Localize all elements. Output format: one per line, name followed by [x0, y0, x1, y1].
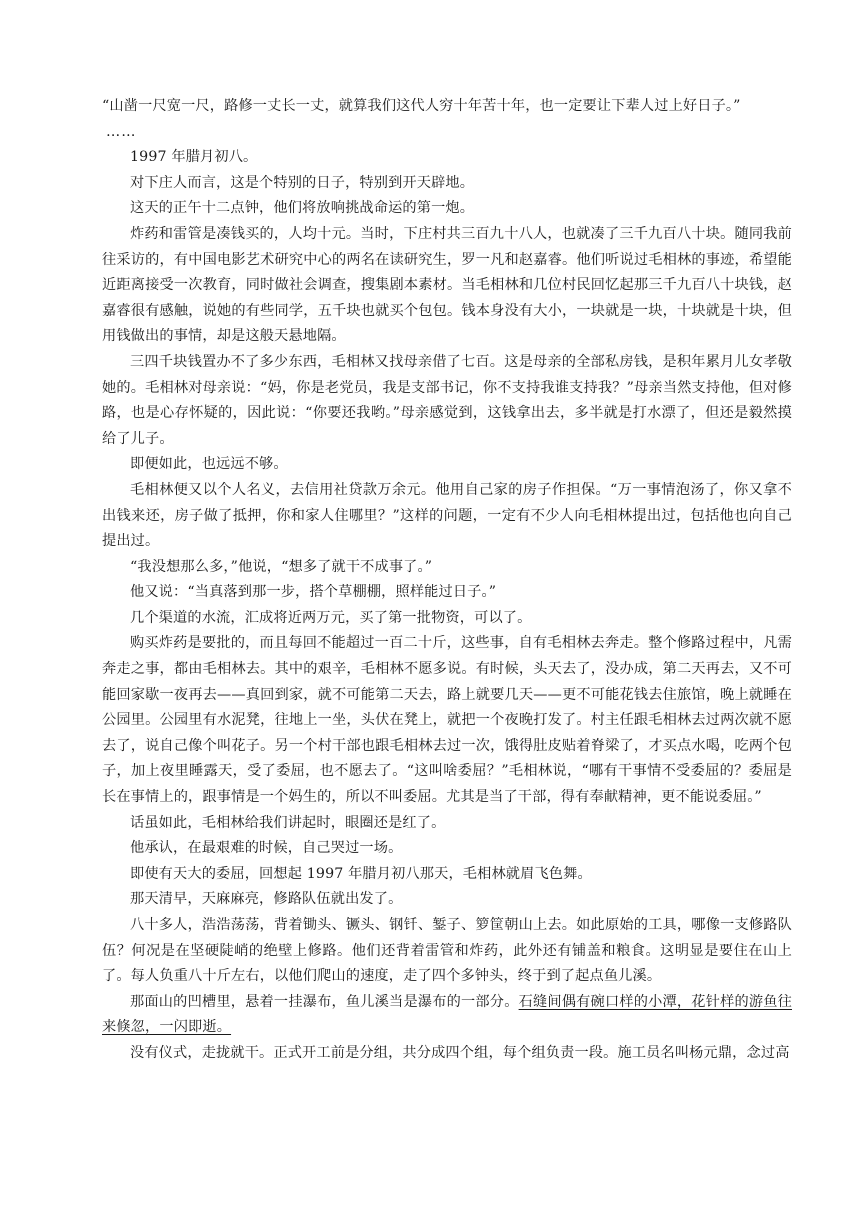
paragraph: 没有仪式，走拢就干。正式开工前是分组，共分成四个组，每个组负责一段。施工员名叫杨元鼎，念过高 — [130, 1044, 790, 1061]
paragraph: 毛相林便又以个人名义，去信用社贷款万余元。他用自己家的房子作担保。“万一事情泡汤了，你又拿不出钱来还，房子做了抵押，你和家人住哪里？”这样的问题，一定有不少人向毛相林提出过，包括他也向自己提出过。 — [102, 481, 792, 550]
paragraph-text: 那面山的凹槽里，悬着一挂瀑布，鱼儿溪当是瀑布的一部分。 — [130, 993, 519, 1010]
paragraph: 他承认，在最艰难的时候，自己哭过一场。 — [130, 840, 403, 857]
paragraph: 即使有天大的委屈，回想起 1997 年腊月初八那天，毛相林就眉飞色舞。 — [130, 865, 592, 882]
paragraph: 即便如此，也远远不够。 — [130, 456, 288, 473]
paragraph: 对下庄人而言，这是个特别的日子，特别到开天辟地。 — [130, 174, 475, 191]
paragraph: 购买炸药是要批的，而且每回不能超过一百二十斤，这些事，自有毛相林去奔走。整个修路过程中，凡需奔走之事，都由毛相林去。其中的艰辛，毛相林不愿多说。有时候，头天去了，没办成，第二天再去，又不可能回家歇一夜再去——真回到家，就不可能第二天去，路上就要几天——更不可能花钱去住旅馆，晚上就睡在公园里。公园里有水泥凳，往地上一坐，头伏在凳上，就把一个夜晚打发了。村主任跟毛相林去过两次就不愿去了，说自己像个叫花子。另一个村干部也跟毛相林去过一次，饿得肚皮贴着脊梁了，才买点水喝，吃两个包子，加上夜里睡露天，受了委屈，也不愿去了。“这叫啥委屈？”毛相林说，“哪有干事情不受委屈的？委屈是长在事情上的，跟事情是一个妈生的，所以不叫委屈。尤其是当了干部，得有奉献精神，更不能说委屈。” — [102, 635, 792, 806]
paragraph: 那天清早，天麻麻亮，修路队伍就出发了。 — [130, 891, 403, 908]
ellipsis-line: …… — [106, 123, 137, 140]
paragraph: 话虽如此，毛相林给我们讲起时，眼圈还是红了。 — [130, 814, 446, 831]
paragraph: 这天的正午十二点钟，他们将放响挑战命运的第一炮。 — [130, 200, 475, 217]
paragraph: 几个渠道的水流，汇成将近两万元，买了第一批物资，可以了。 — [130, 609, 532, 626]
paragraph-with-underline — [102, 990, 792, 1041]
article-body — [102, 94, 792, 1067]
paragraph: 炸药和雷管是凑钱买的，人均十元。当时，下庄村共三百九十八人，也就凑了三千九百八十块。随同我前往采访的，有中国电影艺术研究中心的两名在读研究生，罗一凡和赵嘉睿。他们听说过毛相林的事迹，希望能近距离接受一次教育，同时做社会调查，搜集剧本素材。当毛相林和几位村民回忆起那三千九百八十块钱，赵嘉睿很有感触，说她的有些同学，五千块也就买个包包。钱本身没有大小，一块就是一块，十块就是十块，但用钱做出的事情，却是这般天悬地隔。 — [102, 225, 792, 345]
paragraph: “我没想那么多，”他说，“想多了就干不成事了。” — [130, 558, 433, 575]
paragraph: 他又说：“当真落到那一步，搭个草棚棚，照样能过日子。” — [130, 584, 497, 601]
paragraph: 1997 年腊月初八。 — [130, 149, 258, 166]
paragraph: 八十多人，浩浩荡荡，背着锄头、镢头、钢钎、錾子、箩筐朝山上去。如此原始的工具，哪像一支修路队伍？何况是在坚硬陡峭的绝壁上修路。他们还背着雷管和炸药，此外还有铺盖和粮食。这明显是要住在山上了。每人负重八十斤左右，以他们爬山的速度，走了四个多钟头，终于到了起点鱼儿溪。 — [102, 917, 792, 985]
paragraph: 三四千块钱置办不了多少东西，毛相林又找母亲借了七百。这是母亲的全部私房钱，是积年累月儿女孝敬她的。毛相林对母亲说：“妈，你是老党员，我是支部书记，你不支持我谁支持我？”母亲当然支持他，但对修路，也是心存怀疑的，因此说：“你要还我哟。”母亲感觉到，这钱拿出去，多半就是打水漂了，但还是毅然摸给了儿子。 — [102, 353, 792, 447]
quote-paragraph: “山凿一尺宽一尺，路修一丈长一丈，就算我们这代人穷十年苦十年，也一定要让下辈人过上好日子。” — [102, 98, 741, 114]
underlined-sentence: 石缝间偶有碗口样的小潭，花针样的游鱼往来倏忽，一闪即逝。 — [102, 993, 792, 1036]
